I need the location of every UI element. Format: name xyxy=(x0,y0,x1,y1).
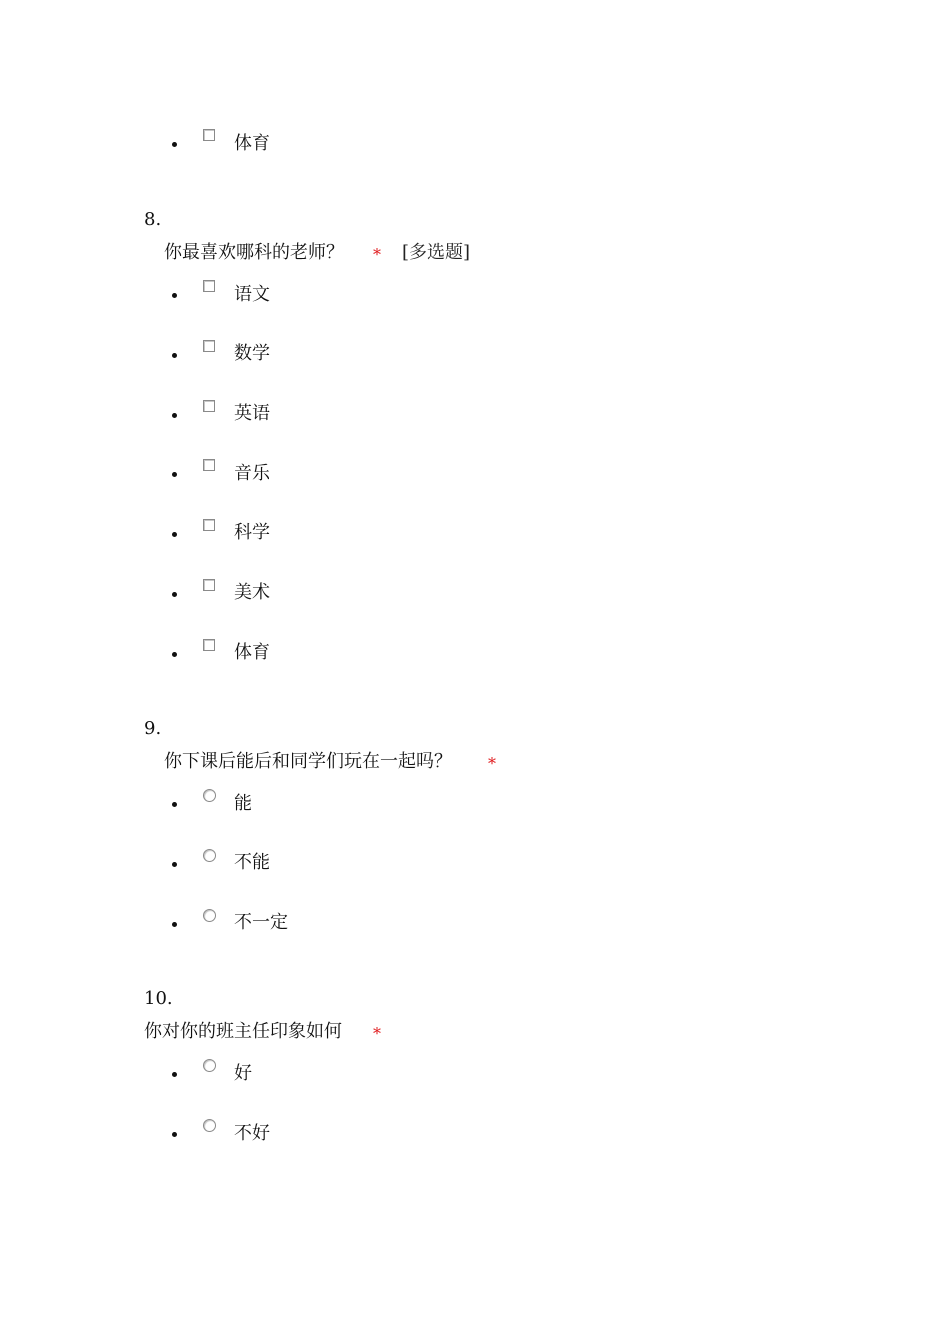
bullet xyxy=(172,293,177,298)
bullet xyxy=(172,1072,177,1077)
option-label: 数学 xyxy=(234,343,270,364)
option-label: 能 xyxy=(234,793,252,814)
option-label: 语文 xyxy=(234,284,270,305)
question-type-label: [多选题] xyxy=(402,242,471,263)
checkbox[interactable] xyxy=(203,579,215,591)
required-asterisk: * xyxy=(373,245,381,264)
radio-button[interactable] xyxy=(203,909,216,922)
radio-button[interactable] xyxy=(203,1059,216,1072)
question-title: 你对你的班主任印象如何 xyxy=(144,1021,342,1042)
option-label: 体育 xyxy=(234,642,270,663)
question-number: 9. xyxy=(144,718,162,739)
checkbox[interactable] xyxy=(203,400,215,412)
bullet xyxy=(172,592,177,597)
bullet xyxy=(172,142,177,147)
question-number: 10. xyxy=(144,988,173,1009)
required-asterisk: * xyxy=(488,754,496,773)
option-label: 科学 xyxy=(234,522,270,543)
required-asterisk: * xyxy=(373,1024,381,1043)
radio-button[interactable] xyxy=(203,789,216,802)
question-title: 你下课后能后和同学们玩在一起吗？ xyxy=(164,751,452,772)
option-label: 好 xyxy=(234,1063,252,1084)
checkbox[interactable] xyxy=(203,459,215,471)
option-label: 不好 xyxy=(234,1123,270,1144)
checkbox[interactable] xyxy=(203,519,215,531)
bullet xyxy=(172,652,177,657)
option-label: 音乐 xyxy=(234,463,270,484)
bullet xyxy=(172,472,177,477)
option-label: 体育 xyxy=(234,133,270,154)
checkbox[interactable] xyxy=(203,129,215,141)
bullet xyxy=(172,862,177,867)
radio-button[interactable] xyxy=(203,849,216,862)
bullet xyxy=(172,532,177,537)
bullet xyxy=(172,1132,177,1137)
option-label: 不能 xyxy=(234,852,270,873)
bullet xyxy=(172,353,177,358)
option-label: 不一定 xyxy=(234,912,288,933)
bullet xyxy=(172,922,177,927)
checkbox[interactable] xyxy=(203,280,215,292)
bullet xyxy=(172,802,177,807)
checkbox[interactable] xyxy=(203,639,215,651)
checkbox[interactable] xyxy=(203,340,215,352)
option-label: 美术 xyxy=(234,582,270,603)
option-label: 英语 xyxy=(234,403,270,424)
question-number: 8. xyxy=(144,209,162,230)
question-title: 你最喜欢哪科的老师？ xyxy=(164,242,344,263)
bullet xyxy=(172,413,177,418)
radio-button[interactable] xyxy=(203,1119,216,1132)
